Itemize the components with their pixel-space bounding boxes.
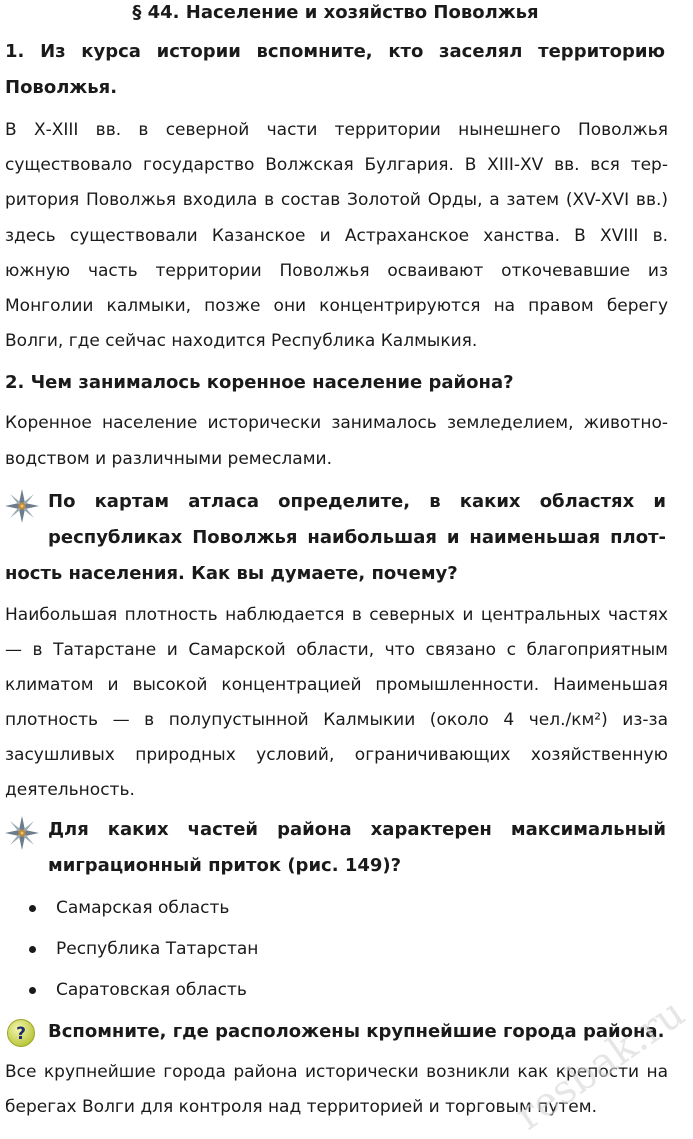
answer-5-line-1: Все крупнейшие города района исторически возникли как крепости на <box>5 1062 668 1082</box>
answer-3-line-1: Наибольшая плотность наблюдается в северных и центральных частях <box>5 605 668 625</box>
question-1-line-2: Поволжья. <box>5 77 118 98</box>
answer-2-line-1: Коренное население исторически занималось земледелием, животно- <box>5 413 668 433</box>
answer-5-line-2: берегах Волги для контроля над территорией и торговым путем. <box>5 1097 597 1117</box>
answer-3-line-2: — в Татарстане и Самарской области, что связано с благоприятным <box>5 640 668 660</box>
answer-1-line-1: В Х-ХIII вв. в северной части территории нынешнего Поволжья <box>5 120 668 140</box>
answer-4-list <box>0 888 640 1011</box>
answer-1-line-2: существовало государство Волжская Булгария. В ХIII-ХV вв. вся тер- <box>5 155 668 175</box>
question-mark-icon <box>6 1018 36 1048</box>
question-1-line-1: 1. Из курса истории вспомните, кто заселял территорию <box>5 41 665 62</box>
answer-1-line-5: южную часть территории Поволжья осваивают откочевавшие из <box>5 261 668 281</box>
question-3-line-1: По картам атласа определите, в каких областях и <box>48 491 666 512</box>
question-2: 2. Чем занималось коренное население района? <box>5 372 514 393</box>
answer-3-line-5: засушливых природных условий, ограничивающих хозяйственную <box>5 745 668 765</box>
answer-3-line-4: плотность — в полупустынной Калмыкии (около 4 чел./км²) из-за <box>5 710 668 730</box>
compass-rose-icon <box>4 815 40 851</box>
compass-rose-icon <box>4 488 40 524</box>
answer-3-line-3: климатом и высокой концентрацией промышленности. Наименьшая <box>5 675 668 695</box>
section-title: § 44. Население и хозяйство Поволжья <box>132 2 539 23</box>
question-5: Вспомните, где расположены крупнейшие города района. <box>48 1021 665 1042</box>
answer-3-line-6: деятельность. <box>5 780 135 800</box>
question-4-line-2: миграционный приток (рис. 149)? <box>48 855 402 876</box>
bullet-icon <box>29 946 36 953</box>
answer-1-line-7: Волги, где сейчас находится Республика Калмыкия. <box>5 331 478 351</box>
list-item: Саратовская область <box>0 970 640 1011</box>
list-item: Самарская область <box>0 888 640 929</box>
answer-1-line-4: здесь существовали Казанское и Астраханское ханства. В ХVIII в. <box>5 226 668 246</box>
answer-2-line-2: водством и различными ремеслами. <box>5 449 332 469</box>
watermark: resbak.ru <box>507 990 693 1139</box>
bullet-icon <box>29 905 36 912</box>
question-3-line-2: республиках Поволжья наибольшая и наименьшая плот- <box>48 527 666 548</box>
list-item: Республика Татарстан <box>0 929 640 970</box>
question-4-line-1: Для каких частей района характерен максимальный <box>48 819 666 840</box>
answer-1-line-3: ритория Поволжья входила в состав Золотой Орды, а затем (ХV-ХVI вв.) <box>5 190 668 210</box>
question-3-line-3: ность населения. Как вы думаете, почему? <box>5 563 458 584</box>
answer-1-line-6: Монголии калмыки, позже они концентрируются на правом берегу <box>5 296 668 316</box>
bullet-icon <box>29 987 36 994</box>
svg-text:?: ? <box>16 1024 26 1044</box>
